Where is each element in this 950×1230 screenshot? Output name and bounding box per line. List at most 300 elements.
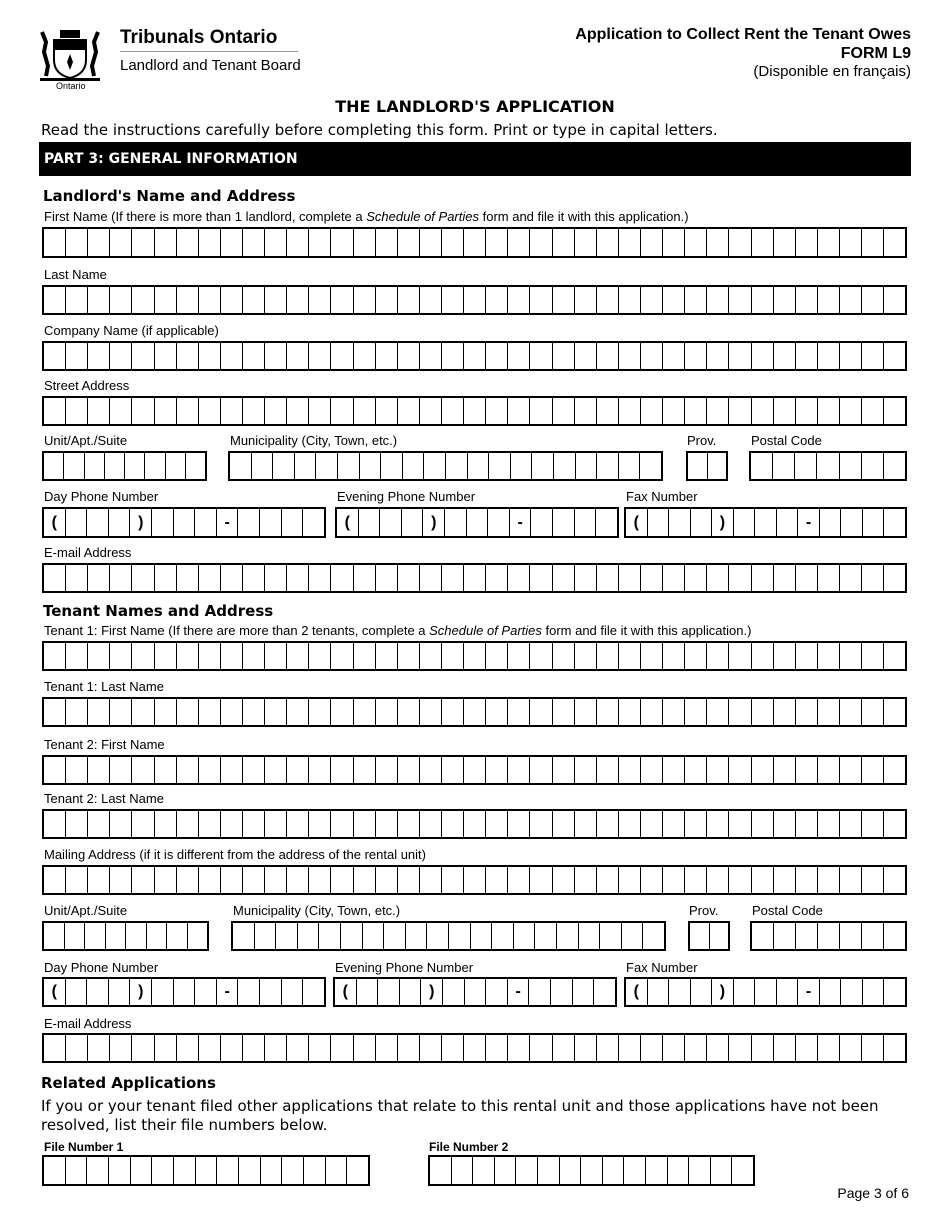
- char-cell[interactable]: [445, 509, 467, 536]
- char-cell[interactable]: [729, 565, 751, 591]
- char-cell[interactable]: [265, 1035, 287, 1061]
- char-cell[interactable]: [663, 811, 685, 837]
- char-cell[interactable]: [464, 811, 486, 837]
- char-cell[interactable]: [276, 923, 298, 949]
- char-cell[interactable]: [530, 643, 552, 669]
- char-cell[interactable]: [398, 229, 420, 256]
- char-cell[interactable]: [486, 1035, 508, 1061]
- char-cell[interactable]: [44, 867, 66, 893]
- char-cell[interactable]: [376, 229, 398, 256]
- char-cell[interactable]: [354, 343, 376, 369]
- char-cell[interactable]: [641, 643, 663, 669]
- char-cell[interactable]: [796, 699, 818, 725]
- char-cell[interactable]: [530, 287, 552, 313]
- char-cell[interactable]: [796, 229, 818, 256]
- char-cell[interactable]: [464, 229, 486, 256]
- char-cell[interactable]: [691, 979, 713, 1005]
- char-cell[interactable]: [663, 699, 685, 725]
- char-cell[interactable]: [195, 509, 217, 536]
- char-cell[interactable]: [553, 229, 575, 256]
- char-cell[interactable]: [66, 1035, 88, 1061]
- char-cell[interactable]: [777, 979, 799, 1005]
- char-cell[interactable]: [840, 343, 862, 369]
- char-cell[interactable]: [309, 811, 331, 837]
- char-cell[interactable]: [690, 923, 710, 949]
- char-cell[interactable]: [840, 565, 862, 591]
- char-cell[interactable]: [243, 643, 265, 669]
- char-cell[interactable]: [155, 343, 177, 369]
- char-cell[interactable]: [884, 287, 905, 313]
- landlord-unit-field[interactable]: [42, 451, 207, 481]
- char-cell[interactable]: [331, 287, 353, 313]
- char-cell[interactable]: [707, 811, 729, 837]
- char-cell[interactable]: [641, 699, 663, 725]
- char-cell[interactable]: [818, 699, 840, 725]
- char-cell[interactable]: [177, 757, 199, 783]
- char-cell[interactable]: [508, 1035, 530, 1061]
- char-cell[interactable]: [884, 867, 905, 893]
- char-cell[interactable]: [420, 565, 442, 591]
- char-cell[interactable]: [44, 923, 65, 949]
- char-cell[interactable]: [287, 643, 309, 669]
- char-cell[interactable]: [331, 565, 353, 591]
- char-cell[interactable]: [44, 229, 66, 256]
- char-cell[interactable]: [663, 229, 685, 256]
- char-cell[interactable]: [398, 643, 420, 669]
- char-cell[interactable]: [282, 509, 304, 536]
- char-cell[interactable]: [732, 1157, 753, 1184]
- char-cell[interactable]: [575, 867, 597, 893]
- char-cell[interactable]: [110, 699, 132, 725]
- char-cell[interactable]: [818, 643, 840, 669]
- char-cell[interactable]: [751, 453, 773, 479]
- char-cell[interactable]: [132, 287, 154, 313]
- char-cell[interactable]: [774, 1035, 796, 1061]
- char-cell[interactable]: [575, 757, 597, 783]
- char-cell[interactable]: [619, 453, 641, 479]
- char-cell[interactable]: [354, 565, 376, 591]
- char-cell[interactable]: [862, 643, 884, 669]
- char-cell[interactable]: [110, 398, 132, 424]
- tenant-unit-field[interactable]: [42, 921, 209, 951]
- char-cell[interactable]: [174, 1157, 196, 1184]
- char-cell[interactable]: [465, 979, 487, 1005]
- char-cell[interactable]: [88, 287, 110, 313]
- char-cell[interactable]: [818, 229, 840, 256]
- char-cell[interactable]: [464, 398, 486, 424]
- char-cell[interactable]: [531, 509, 553, 536]
- char-cell[interactable]: [486, 643, 508, 669]
- char-cell[interactable]: [862, 1035, 884, 1061]
- char-cell[interactable]: [304, 1157, 326, 1184]
- char-cell[interactable]: [177, 867, 199, 893]
- char-cell[interactable]: [287, 757, 309, 783]
- char-cell[interactable]: [641, 565, 663, 591]
- char-cell[interactable]: [774, 923, 796, 949]
- char-cell[interactable]: [508, 565, 530, 591]
- char-cell[interactable]: [174, 509, 196, 536]
- char-cell[interactable]: [110, 287, 132, 313]
- char-cell[interactable]: [755, 509, 777, 536]
- char-cell[interactable]: [354, 398, 376, 424]
- char-cell[interactable]: [863, 979, 885, 1005]
- char-cell[interactable]: [177, 643, 199, 669]
- char-cell[interactable]: [443, 979, 465, 1005]
- char-cell[interactable]: [110, 565, 132, 591]
- char-cell[interactable]: [357, 979, 379, 1005]
- char-cell[interactable]: [199, 343, 221, 369]
- char-cell[interactable]: [221, 565, 243, 591]
- char-cell[interactable]: [363, 923, 385, 949]
- char-cell[interactable]: [755, 979, 777, 1005]
- char-cell[interactable]: [152, 1157, 174, 1184]
- char-cell[interactable]: [575, 509, 597, 536]
- char-cell[interactable]: [44, 1035, 66, 1061]
- char-cell[interactable]: [554, 453, 576, 479]
- file-number-2-field[interactable]: [428, 1155, 755, 1186]
- char-cell[interactable]: [331, 229, 353, 256]
- char-cell[interactable]: [884, 643, 905, 669]
- char-cell[interactable]: [88, 343, 110, 369]
- char-cell[interactable]: [177, 811, 199, 837]
- char-cell[interactable]: [464, 867, 486, 893]
- char-cell[interactable]: [840, 811, 862, 837]
- char-cell[interactable]: [265, 699, 287, 725]
- char-cell[interactable]: [488, 509, 510, 536]
- char-cell[interactable]: [508, 867, 530, 893]
- char-cell[interactable]: [619, 757, 641, 783]
- char-cell[interactable]: [398, 811, 420, 837]
- char-cell[interactable]: [884, 343, 905, 369]
- char-cell[interactable]: [44, 757, 66, 783]
- char-cell[interactable]: [398, 699, 420, 725]
- char-cell[interactable]: [44, 699, 66, 725]
- char-cell[interactable]: [195, 979, 217, 1005]
- char-cell[interactable]: [331, 398, 353, 424]
- char-cell[interactable]: [884, 453, 905, 479]
- char-cell[interactable]: [817, 453, 839, 479]
- landlord-evening-phone-field[interactable]: [335, 507, 619, 538]
- char-cell[interactable]: [862, 923, 884, 949]
- char-cell[interactable]: [884, 509, 905, 536]
- char-cell[interactable]: [354, 229, 376, 256]
- char-cell[interactable]: [508, 643, 530, 669]
- char-cell[interactable]: [265, 565, 287, 591]
- char-cell[interactable]: [734, 509, 756, 536]
- char-cell[interactable]: [319, 923, 341, 949]
- landlord-email-field[interactable]: [42, 563, 907, 593]
- char-cell[interactable]: [597, 643, 619, 669]
- char-cell[interactable]: [641, 343, 663, 369]
- char-cell[interactable]: [199, 287, 221, 313]
- char-cell[interactable]: [88, 811, 110, 837]
- char-cell[interactable]: [530, 565, 552, 591]
- char-cell[interactable]: [177, 699, 199, 725]
- char-cell[interactable]: [619, 643, 641, 669]
- tenant-municipality-field[interactable]: [231, 921, 666, 951]
- char-cell[interactable]: [862, 343, 884, 369]
- char-cell[interactable]: [177, 565, 199, 591]
- char-cell[interactable]: [663, 343, 685, 369]
- char-cell[interactable]: [430, 1157, 452, 1184]
- char-cell[interactable]: [132, 229, 154, 256]
- char-cell[interactable]: [862, 453, 884, 479]
- char-cell[interactable]: [596, 509, 617, 536]
- char-cell[interactable]: [818, 811, 840, 837]
- char-cell[interactable]: [44, 811, 66, 837]
- char-cell[interactable]: [729, 867, 751, 893]
- char-cell[interactable]: [575, 565, 597, 591]
- char-cell[interactable]: [663, 643, 685, 669]
- char-cell[interactable]: [309, 699, 331, 725]
- tenant-evening-phone-field[interactable]: [333, 977, 617, 1007]
- char-cell[interactable]: [468, 453, 490, 479]
- char-cell[interactable]: [685, 867, 707, 893]
- landlord-municipality-field[interactable]: [228, 451, 663, 481]
- char-cell[interactable]: [384, 923, 406, 949]
- char-cell[interactable]: [88, 229, 110, 256]
- char-cell[interactable]: [376, 343, 398, 369]
- char-cell[interactable]: [420, 867, 442, 893]
- char-cell[interactable]: [553, 565, 575, 591]
- char-cell[interactable]: [252, 453, 274, 479]
- char-cell[interactable]: [707, 867, 729, 893]
- char-cell[interactable]: [221, 343, 243, 369]
- char-cell[interactable]: [530, 867, 552, 893]
- char-cell[interactable]: [354, 643, 376, 669]
- char-cell[interactable]: [581, 1157, 603, 1184]
- char-cell[interactable]: [663, 757, 685, 783]
- char-cell[interactable]: [553, 343, 575, 369]
- char-cell[interactable]: [707, 343, 729, 369]
- char-cell[interactable]: [132, 398, 154, 424]
- char-cell[interactable]: [619, 287, 641, 313]
- char-cell[interactable]: [88, 565, 110, 591]
- char-cell[interactable]: [243, 867, 265, 893]
- char-cell[interactable]: [221, 699, 243, 725]
- char-cell[interactable]: [238, 979, 260, 1005]
- char-cell[interactable]: [691, 509, 713, 536]
- char-cell[interactable]: [155, 1035, 177, 1061]
- char-cell[interactable]: [820, 979, 842, 1005]
- char-cell[interactable]: [186, 453, 205, 479]
- char-cell[interactable]: [265, 343, 287, 369]
- char-cell[interactable]: [155, 229, 177, 256]
- char-cell[interactable]: [282, 979, 304, 1005]
- char-cell[interactable]: [177, 343, 199, 369]
- char-cell[interactable]: [840, 757, 862, 783]
- char-cell[interactable]: [707, 1035, 729, 1061]
- char-cell[interactable]: [88, 643, 110, 669]
- char-cell[interactable]: [840, 643, 862, 669]
- char-cell[interactable]: [196, 1157, 218, 1184]
- char-cell[interactable]: [420, 343, 442, 369]
- char-cell[interactable]: [619, 398, 641, 424]
- char-cell[interactable]: [508, 343, 530, 369]
- char-cell[interactable]: [729, 287, 751, 313]
- char-cell[interactable]: [309, 565, 331, 591]
- char-cell[interactable]: [619, 565, 641, 591]
- char-cell[interactable]: [221, 287, 243, 313]
- char-cell[interactable]: [287, 811, 309, 837]
- char-cell[interactable]: -: [798, 509, 820, 536]
- char-cell[interactable]: [66, 757, 88, 783]
- char-cell[interactable]: [88, 398, 110, 424]
- char-cell[interactable]: [354, 699, 376, 725]
- char-cell[interactable]: [575, 229, 597, 256]
- char-cell[interactable]: [376, 757, 398, 783]
- char-cell[interactable]: [452, 1157, 474, 1184]
- char-cell[interactable]: [44, 453, 64, 479]
- char-cell[interactable]: [464, 565, 486, 591]
- char-cell[interactable]: [145, 453, 165, 479]
- char-cell[interactable]: [442, 757, 464, 783]
- char-cell[interactable]: [199, 757, 221, 783]
- char-cell[interactable]: [326, 1157, 348, 1184]
- char-cell[interactable]: [243, 343, 265, 369]
- char-cell[interactable]: [648, 509, 670, 536]
- char-cell[interactable]: [243, 565, 265, 591]
- char-cell[interactable]: [508, 398, 530, 424]
- char-cell[interactable]: [255, 923, 277, 949]
- char-cell[interactable]: [729, 699, 751, 725]
- char-cell[interactable]: [486, 229, 508, 256]
- char-cell[interactable]: [685, 757, 707, 783]
- char-cell[interactable]: [406, 923, 428, 949]
- char-cell[interactable]: [773, 453, 795, 479]
- char-cell[interactable]: [309, 757, 331, 783]
- char-cell[interactable]: [221, 643, 243, 669]
- char-cell[interactable]: [619, 867, 641, 893]
- char-cell[interactable]: [818, 757, 840, 783]
- char-cell[interactable]: [105, 453, 125, 479]
- char-cell[interactable]: [243, 699, 265, 725]
- char-cell[interactable]: [818, 398, 840, 424]
- char-cell[interactable]: [530, 1035, 552, 1061]
- char-cell[interactable]: [796, 398, 818, 424]
- char-cell[interactable]: [752, 343, 774, 369]
- char-cell[interactable]: [464, 287, 486, 313]
- char-cell[interactable]: [597, 343, 619, 369]
- char-cell[interactable]: [471, 923, 493, 949]
- char-cell[interactable]: [126, 923, 147, 949]
- char-cell[interactable]: [486, 565, 508, 591]
- landlord-last-name-field[interactable]: [42, 285, 907, 315]
- char-cell[interactable]: [442, 229, 464, 256]
- char-cell[interactable]: [752, 699, 774, 725]
- char-cell[interactable]: [331, 343, 353, 369]
- char-cell[interactable]: [442, 699, 464, 725]
- street-address-field[interactable]: [42, 396, 907, 426]
- char-cell[interactable]: [774, 565, 796, 591]
- char-cell[interactable]: (: [44, 509, 66, 536]
- char-cell[interactable]: [199, 398, 221, 424]
- char-cell[interactable]: ): [423, 509, 445, 536]
- char-cell[interactable]: [516, 1157, 538, 1184]
- char-cell[interactable]: [553, 398, 575, 424]
- char-cell[interactable]: [840, 1035, 862, 1061]
- char-cell[interactable]: [331, 699, 353, 725]
- char-cell[interactable]: [597, 757, 619, 783]
- char-cell[interactable]: [309, 867, 331, 893]
- char-cell[interactable]: ): [421, 979, 443, 1005]
- char-cell[interactable]: [641, 229, 663, 256]
- char-cell[interactable]: [221, 867, 243, 893]
- char-cell[interactable]: [729, 1035, 751, 1061]
- char-cell[interactable]: [862, 565, 884, 591]
- tenant-prov-field[interactable]: [688, 921, 730, 951]
- char-cell[interactable]: [44, 343, 66, 369]
- char-cell[interactable]: [380, 509, 402, 536]
- char-cell[interactable]: [774, 398, 796, 424]
- char-cell[interactable]: [66, 398, 88, 424]
- char-cell[interactable]: [774, 811, 796, 837]
- char-cell[interactable]: [400, 979, 422, 1005]
- char-cell[interactable]: [309, 287, 331, 313]
- char-cell[interactable]: [530, 811, 552, 837]
- char-cell[interactable]: [729, 229, 751, 256]
- char-cell[interactable]: [260, 979, 282, 1005]
- char-cell[interactable]: [492, 923, 514, 949]
- char-cell[interactable]: [597, 811, 619, 837]
- char-cell[interactable]: [603, 1157, 625, 1184]
- char-cell[interactable]: [338, 453, 360, 479]
- char-cell[interactable]: [199, 565, 221, 591]
- char-cell[interactable]: [530, 699, 552, 725]
- char-cell[interactable]: [341, 923, 363, 949]
- char-cell[interactable]: (: [335, 979, 357, 1005]
- char-cell[interactable]: [309, 1035, 331, 1061]
- char-cell[interactable]: [376, 643, 398, 669]
- char-cell[interactable]: [125, 453, 145, 479]
- char-cell[interactable]: [532, 453, 554, 479]
- char-cell[interactable]: [167, 923, 188, 949]
- char-cell[interactable]: [331, 757, 353, 783]
- char-cell[interactable]: [238, 509, 260, 536]
- char-cell[interactable]: [486, 343, 508, 369]
- char-cell[interactable]: [265, 643, 287, 669]
- char-cell[interactable]: [87, 979, 109, 1005]
- char-cell[interactable]: [44, 643, 66, 669]
- char-cell[interactable]: [752, 811, 774, 837]
- char-cell[interactable]: [641, 398, 663, 424]
- char-cell[interactable]: [66, 509, 88, 536]
- char-cell[interactable]: ): [130, 509, 152, 536]
- char-cell[interactable]: [464, 757, 486, 783]
- char-cell[interactable]: [669, 979, 691, 1005]
- char-cell[interactable]: [729, 811, 751, 837]
- char-cell[interactable]: [221, 1035, 243, 1061]
- char-cell[interactable]: [575, 398, 597, 424]
- char-cell[interactable]: [85, 923, 106, 949]
- char-cell[interactable]: [442, 811, 464, 837]
- char-cell[interactable]: [221, 757, 243, 783]
- char-cell[interactable]: [796, 811, 818, 837]
- char-cell[interactable]: [685, 811, 707, 837]
- char-cell[interactable]: [597, 699, 619, 725]
- char-cell[interactable]: [486, 699, 508, 725]
- landlord-prov-field[interactable]: [686, 451, 728, 481]
- char-cell[interactable]: [265, 811, 287, 837]
- char-cell[interactable]: [147, 923, 168, 949]
- char-cell[interactable]: ): [130, 979, 152, 1005]
- char-cell[interactable]: [177, 287, 199, 313]
- char-cell[interactable]: [261, 1157, 283, 1184]
- char-cell[interactable]: [359, 509, 381, 536]
- char-cell[interactable]: [424, 453, 446, 479]
- char-cell[interactable]: [486, 811, 508, 837]
- char-cell[interactable]: [295, 453, 317, 479]
